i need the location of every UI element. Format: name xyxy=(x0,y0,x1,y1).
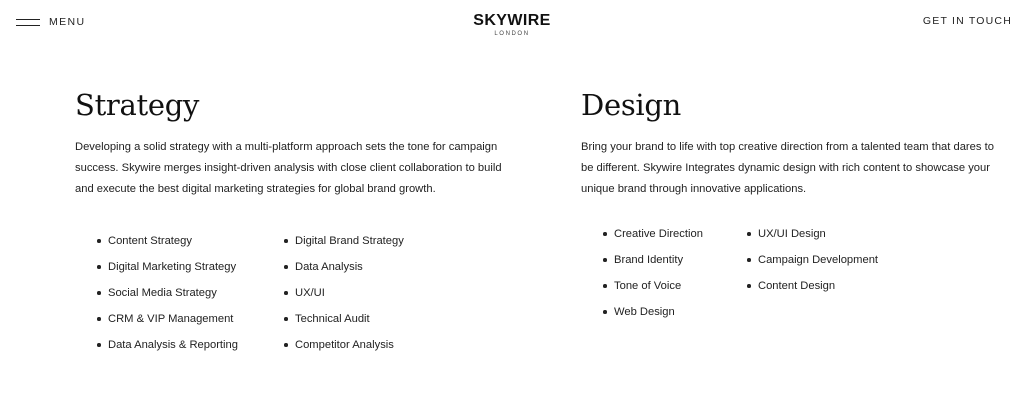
list-item: UX/UI Design xyxy=(747,221,947,247)
list-item: Technical Audit xyxy=(284,306,484,332)
strategy-list-col2 xyxy=(284,228,484,358)
list-item: Brand Identity xyxy=(603,247,747,273)
design-heading: Design xyxy=(581,88,682,122)
list-item: Digital Brand Strategy xyxy=(284,228,484,254)
design-list-col1 xyxy=(603,221,747,325)
list-item: Data Analysis & Reporting xyxy=(97,332,284,358)
logo-subtitle[interactable]: LONDON xyxy=(494,31,530,37)
strategy-list-col1 xyxy=(97,228,284,358)
site-header xyxy=(0,0,1024,44)
list-item: Social Media Strategy xyxy=(97,280,284,306)
strategy-services xyxy=(75,228,515,358)
list-item: UX/UI xyxy=(284,280,484,306)
list-item: CRM & VIP Management xyxy=(97,306,284,332)
design-services xyxy=(581,221,1009,325)
list-item: Tone of Voice xyxy=(603,273,747,299)
list-item: Content Strategy xyxy=(97,228,284,254)
site-logo[interactable] xyxy=(0,13,1024,37)
strategy-heading: Strategy xyxy=(75,88,200,122)
list-item: Digital Marketing Strategy xyxy=(97,254,284,280)
get-in-touch-link[interactable]: GET IN TOUCH xyxy=(922,15,1012,27)
design-section xyxy=(581,86,1009,325)
list-item: Campaign Development xyxy=(747,247,947,273)
list-item: Web Design xyxy=(603,299,747,325)
list-item: Data Analysis xyxy=(284,254,484,280)
design-list-col2 xyxy=(747,221,947,325)
list-item: Content Design xyxy=(747,273,947,299)
strategy-description: Developing a solid strategy with a multi-platform approach sets the tone for campaign success. Skywire merges insight-driven analysis with close client collaboration to build and execute the best digital marketing strategies for global brand growth. xyxy=(75,141,502,195)
logo-title[interactable]: SKYWIRE xyxy=(473,12,551,29)
list-item: Creative Direction xyxy=(603,221,747,247)
design-description: Bring your brand to life with top creative direction from a talented team that dares to be different. Skywire Integrates dynamic design with rich content to showcase your unique brand through innovative applications. xyxy=(581,141,994,195)
list-item: Competitor Analysis xyxy=(284,332,484,358)
menu-label[interactable]: MENU xyxy=(49,16,86,28)
strategy-section xyxy=(75,86,515,358)
